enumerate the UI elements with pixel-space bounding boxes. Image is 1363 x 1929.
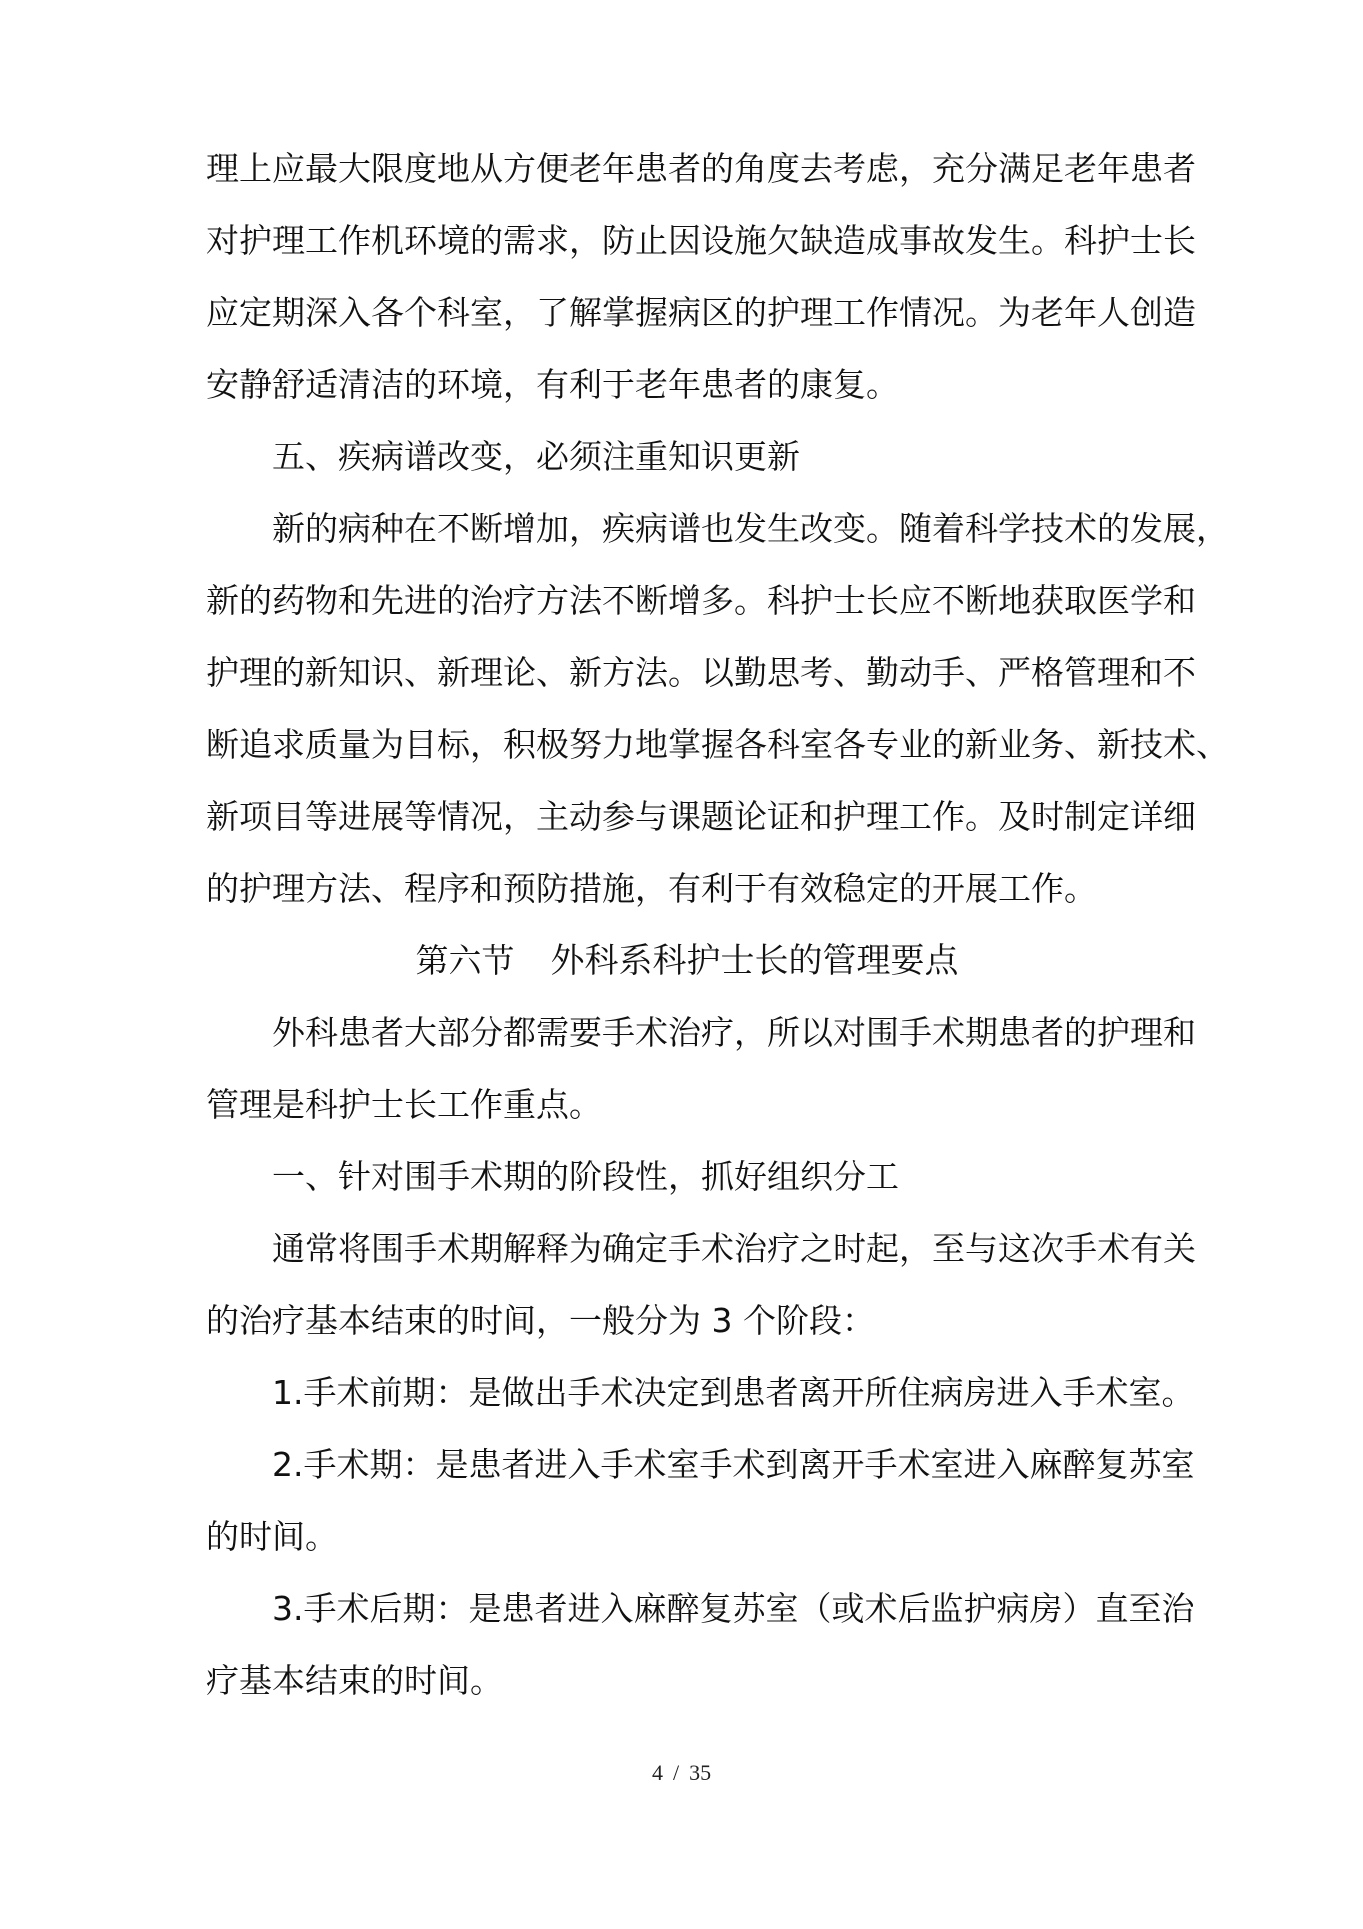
paragraph-line: 理上应最大限度地从方便老年患者的角度去考虑，充分满足老年患者 — [206, 149, 1196, 188]
paragraph-line: 新的药物和先进的治疗方法不断增多。科护士长应不断地获取医学和 — [206, 581, 1196, 620]
list-item: 2.手术期：是患者进入手术室手术到离开手术室进入麻醉复苏室 — [272, 1445, 1195, 1484]
list-item-continuation: 疗基本结束的时间。 — [206, 1661, 503, 1700]
list-item: 3.手术后期：是患者进入麻醉复苏室（或术后监护病房）直至治 — [272, 1589, 1195, 1628]
section-number: 第六节 — [415, 941, 515, 980]
list-item: 1.手术前期：是做出手术决定到患者离开所住病房进入手术室。 — [272, 1373, 1195, 1412]
subheading-five: 五、疾病谱改变，必须注重知识更新 — [272, 437, 800, 476]
section-title: 外科系科护士长的管理要点 — [550, 941, 959, 981]
body-text — [206, 133, 1229, 1717]
paragraph-line: 安静舒适清洁的环境，有利于老年患者的康复。 — [206, 365, 899, 404]
subheading-one: 一、针对围手术期的阶段性，抓好组织分工 — [272, 1157, 899, 1196]
paragraph-line: 管理是科护士长工作重点。 — [206, 1085, 602, 1124]
page-number — [0, 1760, 1363, 1786]
paragraph-line: 新的病种在不断增加，疾病谱也发生改变。随着科学技术的发展， — [272, 509, 1229, 548]
list-item-continuation: 的时间。 — [206, 1517, 338, 1556]
paragraph-line: 通常将围手术期解释为确定手术治疗之时起，至与这次手术有关 — [272, 1229, 1196, 1268]
section-heading — [206, 925, 1168, 997]
paragraph-line: 的治疗基本结束的时间，一般分为 3 个阶段： — [206, 1301, 875, 1340]
paragraph-line: 对护理工作机环境的需求，防止因设施欠缺造成事故发生。科护士长 — [206, 221, 1196, 260]
paragraph-line: 的护理方法、程序和预防措施，有利于有效稳定的开展工作。 — [206, 869, 1097, 908]
total-pages: 35 — [689, 1760, 712, 1785]
paragraph-line: 新项目等进展等情况，主动参与课题论证和护理工作。及时制定详细 — [206, 797, 1196, 836]
page-separator: / — [672, 1760, 680, 1785]
paragraph-line: 应定期深入各个科室，了解掌握病区的护理工作情况。为老年人创造 — [206, 293, 1196, 332]
paragraph-line: 护理的新知识、新理论、新方法。以勤思考、勤动手、严格管理和不 — [206, 653, 1196, 692]
current-page: 4 — [651, 1760, 663, 1785]
paragraph-line: 外科患者大部分都需要手术治疗，所以对围手术期患者的护理和 — [272, 1013, 1196, 1052]
paragraph-line: 断追求质量为目标，积极努力地掌握各科室各专业的新业务、新技术、 — [206, 725, 1229, 764]
